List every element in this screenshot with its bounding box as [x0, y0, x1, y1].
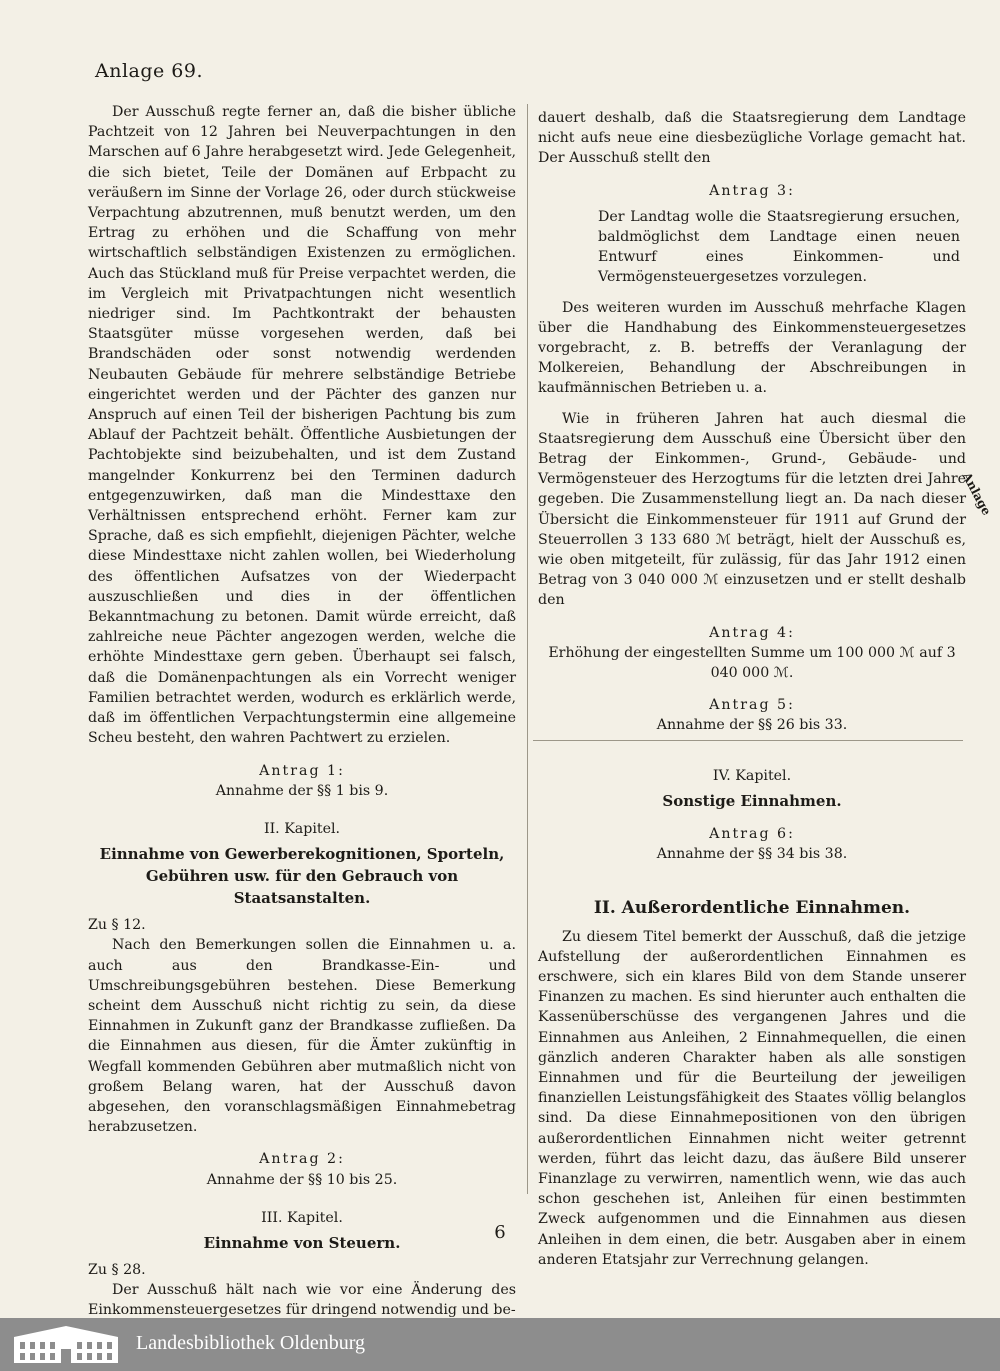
antrag-1-text: Annahme der §§ 1 bis 9. [215, 782, 389, 799]
library-building-icon [8, 1323, 124, 1365]
antrag-2-heading: Antrag 2: [259, 1151, 345, 1168]
antrag-5-text: Annahme der §§ 26 bis 33. [656, 717, 848, 734]
intro-paragraph: Der Ausschuß regte ferner an, daß die bisher übliche Pachtzeit von 12 Jahren bei Neuverpachtungen in den Marschen auf 6 Jahre herabgesetzt wird. Jede Gelegenheit, die sich bietet, Teile der Domänen auf Erbpacht zu veräußern im Sinne der Vorlage 26, oder durch stückweise Verpachtung abzutrennen, muß benutzt werden, um den Ertrag zu erhöhen und die Schaffung von mehr wirtschaftlich selbständigen Existenzen zu ermöglichen. Auch das Stückland muß für Preise verpachtet werden, die im Vergleich mit Privatpachtungen nicht wesentlich niedriger sind. Im Pachtkontrakt der behausten Staatsgüter müsse vorgesehen werden, daß bei Brandschäden oder sonst notwendig werdenden Neubauten Gebäude für mehrere selbständige Betriebe eingerichtet werden und der Pächter des ganzen nur Anspruch auf einen Teil der bisherigen Pachtung bis zum Ablauf der Pachtzeit behält. Öffentliche Ausbietungen der Pachtobjekte sind beizubehalten, und ist dem Zustand mangelnder Konkurrenz bei den Terminen dadurch entgegenzuwirken, daß man die Mindesttaxe den Verhältnissen entsprechend erhöht. Ferner kam zur Sprache, daß es sich empfiehlt, diejenigen Pächter, welche diese Mindesttaxe nicht zahlen wollen, bei Wiederholung des öffentlichen Aufsatzes von der Wiederpacht auszuschließen und dies in der öffentlichen Bekanntmachung zu betonen. Damit würde erreicht, daß zahlreiche neue Pächter angezogen werden, welche die erhöhte Mindesttaxe gern geben. Überhaupt sei falsch, daß die Domänenpachtungen als ein Vorrecht weniger Familien betrachtet werden, wodurch es erklärlich werde, daß im öffentlichen Verpachtungstermin eine allgemeine Scheu besteht, den wahren Pachtwert zu erzielen. [88, 104, 516, 747]
margin-note: Anlage [959, 470, 994, 518]
antrag-6-heading: Antrag 6: [709, 825, 795, 842]
chapter-4-label: IV. Kapitel. [712, 767, 792, 784]
page-number: 6 [494, 1222, 506, 1243]
page-header: Anlage 69. [95, 60, 204, 82]
section-2-title: II. Außerordentliche Einnahmen. [593, 898, 911, 919]
antrag-4-text: Erhöhung der eingestellten Summe um 100 000 ℳ auf 3 040 000 ℳ. [548, 644, 956, 682]
section-12-paragraph: Nach den Bemerkungen sollen die Einnahmen u. a. auch aus den Brandkasse-Ein- und Umschreibungsgebühren bestehen. Diese Bemerkung scheint dem Ausschuß nicht richtig zu sein, da diese Einnahmen in Zukunft ganz der Brandkasse zufließen. Da die Einnahmen aus diesen, für die Ämter zukünftig in Wegfall kommenden Gebühren aber mutmaßlich nicht von großem Belang waren, hat der Ausschuß davon abgesehen, den voranschlagsmäßigen Einnahmebetrag herabzusetzen. [88, 937, 516, 1136]
antrag-1-heading: Antrag 1: [259, 762, 345, 779]
section-2-paragraph: Zu diesem Titel bemerkt der Ausschuß, daß die jetzige Aufstellung der außerordentlichen Einnahmen es erschwere, sich ein klares Bild von dem Stande unserer Finanzen zu machen. Es sind hierunter auch enthalten die Kassenüberschüsse des vergangenen Jahres und die Einnahmen aus Anleihen, 2 Einnahmequellen, die einen gänzlich anderen Charakter haben als alle sonstigen Einnahmen und für die Beurteilung der jeweiligen finanziellen Leistungsfähigkeit des Staates völlig belanglos sind. Da diese Einnahmepositionen von den übrigen außerordentlichen Einnahmen nicht weiter getrennt werden, führt das leicht dazu, das äußere Bild unserer Finanzlage zu verwirren, namentlich wenn, wie das auch schon geschehen ist, Anleihen für einen bestimmten Zweck aufgenommen und die Einnahmen aus diesen Anleihen in dem einen, die betr. Ausgaben aber in einem anderen Etatsjahr zur Verrechnung gelangen. [538, 928, 966, 1268]
continued-paragraph: dauert deshalb, daß die Staatsregierung dem Landtage nicht aufs neue eine diesbezügliche Vorlage gemacht hat. Der Ausschuß stellt den [538, 110, 966, 167]
library-name: Landesbibliothek Oldenburg [136, 1332, 366, 1354]
chapter-4-title: Sonstige Einnahmen. [662, 791, 842, 810]
chapter-2-title: Einnahme von Gewerberekognitionen, Sporteln, Gebühren usw. für den Gebrauch von Staatsanstalten. [99, 845, 505, 908]
library-footer-bar [0, 1318, 1000, 1371]
klagen-paragraph: Des weiteren wurden im Ausschuß mehrfache Klagen über die Handhabung des Einkommensteuergesetzes vorgebracht, z. B. betreffs der Veranlagung der Molkereien, Behandlung der Abschreibungen in kaufmännischen Betrieben u. a. [538, 299, 966, 397]
chapter-2-label: II. Kapitel. [263, 820, 341, 837]
column-divider [527, 104, 528, 1194]
uebersicht-paragraph: Wie in früheren Jahren hat auch diesmal die Staatsregierung dem Ausschuß eine Übersicht über den Betrag der Einkommen-, Grund-, Gebäude- und Vermögensteuer des Herzogtums für die letzten drei Jahre gegeben. Die Zusammenstellung liegt an. Da nach dieser Übersicht die Einkommensteuer für 1911 auf Grund der Steuerrollen 3 133 680 ℳ beträgt, hielt der Ausschuß es, wie oben mitgeteilt, für zulässig, für das Jahr 1912 einen Betrag von 3 040 000 ℳ einzusetzen und er stellt deshalb den [538, 410, 966, 609]
antrag-2-text: Annahme der §§ 10 bis 25. [206, 1171, 398, 1188]
antrag-6-text: Annahme der §§ 34 bis 38. [656, 846, 848, 863]
section-28-paragraph: Der Ausschuß hält nach wie vor eine Änderung des Einkommensteuergesetzes für dringend notwendig und be- [88, 1282, 516, 1319]
antrag-3-heading: Antrag 3: [709, 182, 795, 199]
antrag-4-heading: Antrag 4: [709, 624, 795, 641]
section-12-label: Zu § 12. [88, 917, 146, 934]
right-column [538, 108, 966, 1270]
left-column [88, 102, 516, 1321]
antrag-3-text: Der Landtag wolle die Staatsregierung ersuchen, baldmöglichst dem Landtage einen neuen Entwurf eines Einkommen- und Vermögensteuergesetzes vorzulegen. [598, 208, 960, 286]
chapter-3-title: Einnahme von Steuern. [203, 1233, 401, 1252]
antrag-5-heading: Antrag 5: [709, 697, 795, 714]
chapter-3-label: III. Kapitel. [261, 1209, 343, 1226]
section-28-label: Zu § 28. [88, 1261, 146, 1278]
